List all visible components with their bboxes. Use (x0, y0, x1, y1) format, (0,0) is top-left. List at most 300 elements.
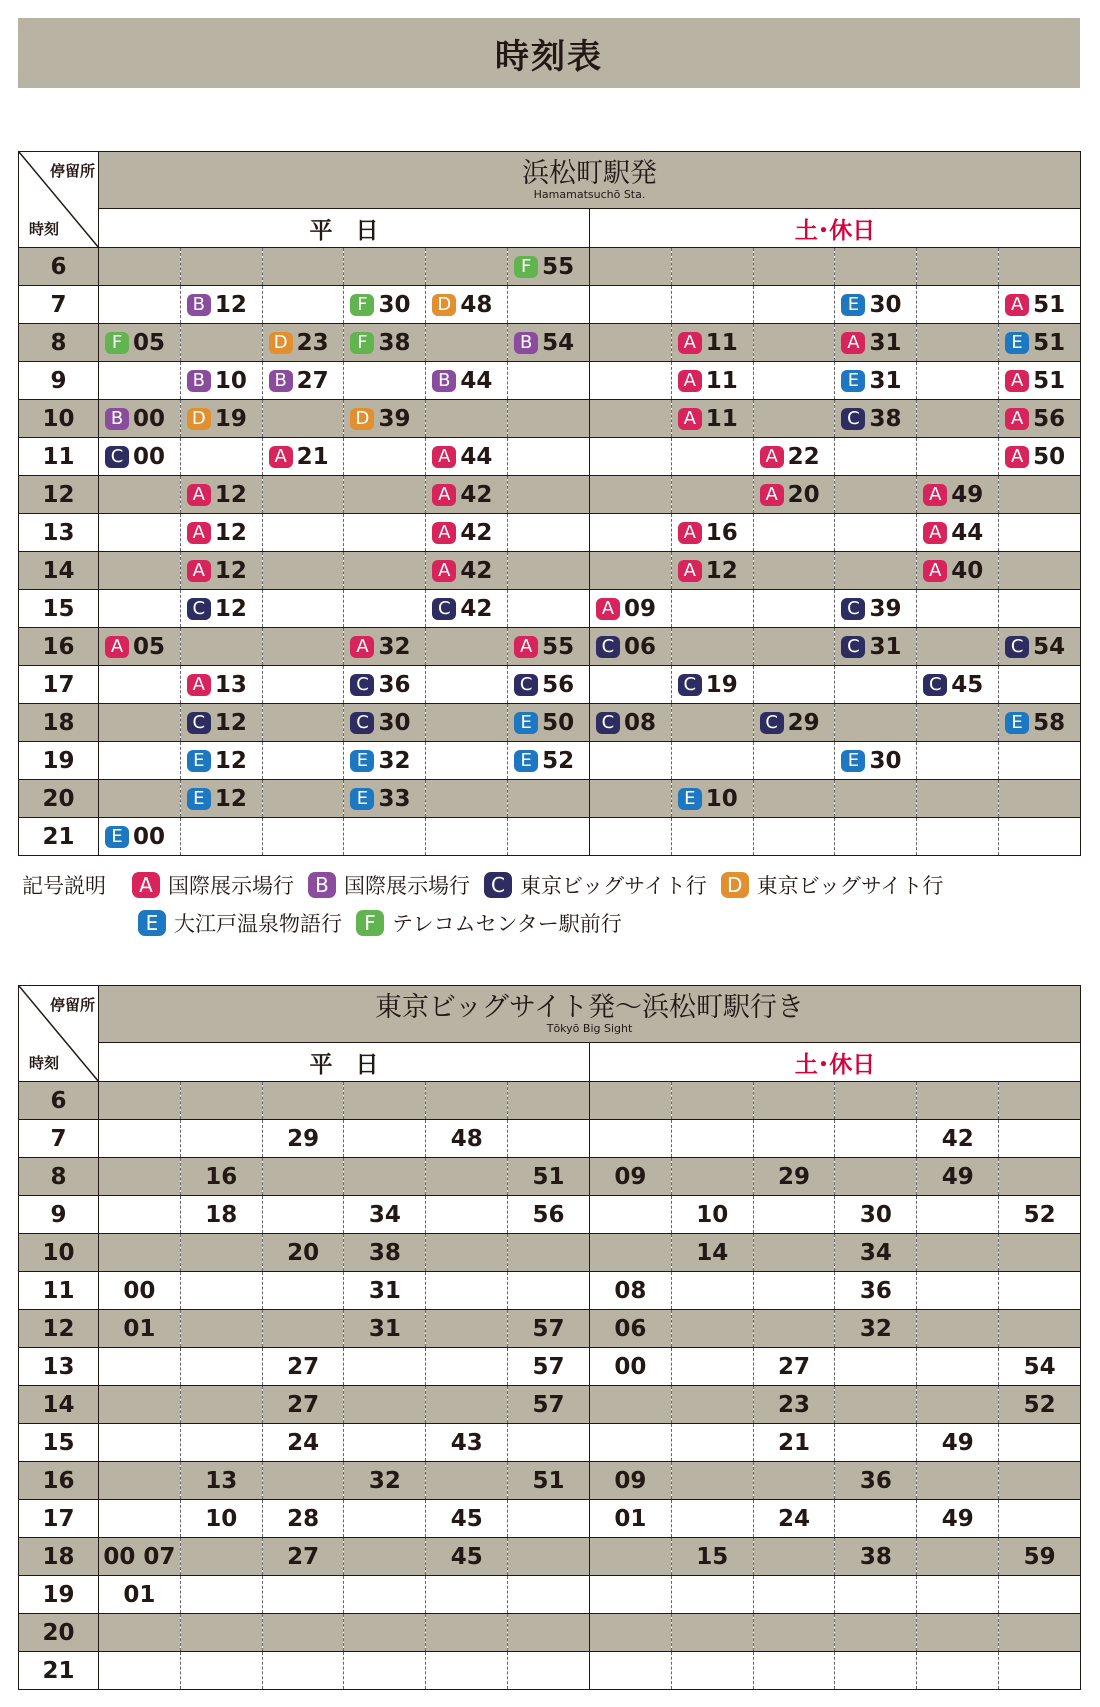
departure-cell (344, 400, 426, 438)
departure-cell (426, 780, 508, 818)
departure (263, 330, 344, 356)
departure-minute: 16 (705, 519, 738, 546)
departure-minute: 08 (614, 1277, 647, 1304)
departure-cell (999, 324, 1081, 362)
departure-minute: 44 (460, 443, 493, 470)
departure-cell (508, 1538, 590, 1576)
departure (426, 558, 507, 584)
hour-cell: 17 (19, 666, 99, 704)
timetable-hamamatsucho (18, 151, 1081, 856)
departure-minute: 27 (287, 1353, 320, 1380)
route-badge-icon: A (678, 560, 702, 582)
departure-cell (508, 1272, 590, 1310)
departure-cell (344, 1120, 426, 1158)
table-row (19, 324, 1081, 362)
departure-cell (917, 1462, 999, 1500)
table-row (19, 438, 1081, 476)
departure-cell (180, 438, 262, 476)
departure-cell (671, 818, 753, 856)
departure-cell (99, 1386, 181, 1424)
departure-cell (917, 552, 999, 590)
departure (181, 482, 262, 508)
route-badge-icon: C (923, 674, 947, 696)
departure-cell (180, 1462, 262, 1500)
departure-cell (671, 248, 753, 286)
departure-cell (508, 552, 590, 590)
departure-cell (99, 628, 181, 666)
departure-minute: 40 (951, 557, 984, 584)
departure (590, 710, 671, 736)
departure-minute: 38 (859, 1543, 892, 1570)
departure-cell (835, 476, 917, 514)
departure (999, 444, 1080, 470)
hour-cell: 10 (19, 400, 99, 438)
departure-cell (262, 1462, 344, 1500)
departure-cell (344, 1614, 426, 1652)
departure-cell (753, 1462, 835, 1500)
route-badge-icon: A (1005, 370, 1029, 392)
departure-cell (262, 780, 344, 818)
departure-cell (426, 286, 508, 324)
departure-minute: 12 (214, 785, 247, 812)
route-badge-icon: A (187, 484, 211, 506)
departure-cell (99, 1652, 181, 1690)
legend-item-e (138, 908, 342, 938)
departure (99, 824, 180, 850)
departure-cell (508, 1082, 590, 1120)
departure-cell (999, 1538, 1081, 1576)
departure-minute: 20 (287, 1239, 320, 1266)
departure-cell (180, 286, 262, 324)
departure-cell (262, 1538, 344, 1576)
departure-cell (671, 438, 753, 476)
departure-cell (671, 1348, 753, 1386)
departure-cell (671, 1158, 753, 1196)
legend-row-2 (138, 908, 636, 938)
departure-cell (589, 818, 671, 856)
departure-cell (426, 1462, 508, 1500)
departure-cell (262, 552, 344, 590)
route-badge-icon: A (760, 446, 784, 468)
departure-minute: 50 (542, 709, 575, 736)
departure-cell (99, 1196, 181, 1234)
departure-minute: 32 (378, 747, 411, 774)
departure (181, 368, 262, 394)
route-badge-icon: F (514, 256, 538, 278)
departure-cell (508, 818, 590, 856)
departure-cell (671, 704, 753, 742)
departure-minute: 54 (1023, 1353, 1056, 1380)
departure (835, 406, 916, 432)
route-badge-icon: B (187, 294, 211, 316)
departure-minute: 57 (532, 1391, 565, 1418)
departure-cell (344, 324, 426, 362)
departure-cell (344, 1424, 426, 1462)
departure-minute: 10 (705, 785, 738, 812)
route-badge-icon: C (596, 712, 620, 734)
hour-cell: 21 (19, 818, 99, 856)
departure-cell (262, 1652, 344, 1690)
hour-cell: 20 (19, 780, 99, 818)
hour-cell: 15 (19, 590, 99, 628)
departure (835, 368, 916, 394)
station-title (99, 152, 1081, 209)
hour-cell: 19 (19, 1576, 99, 1614)
route-badge-icon: D (269, 332, 293, 354)
table-row (19, 1424, 1081, 1462)
departure-cell (99, 1538, 181, 1576)
departure-minute: 00 (123, 1277, 156, 1304)
departure-cell (99, 1576, 181, 1614)
departure-cell (426, 742, 508, 780)
departure-minute: 12 (214, 481, 247, 508)
departure-cell (426, 1386, 508, 1424)
table-row (19, 704, 1081, 742)
route-badge-icon: C (432, 598, 456, 620)
departure-minute: 55 (542, 253, 575, 280)
departure-cell (426, 1196, 508, 1234)
departure-cell (426, 1538, 508, 1576)
page-title-bar (18, 18, 1080, 88)
table-row (19, 1196, 1081, 1234)
legend-title: 記号説明 (22, 874, 106, 898)
hour-cell: 10 (19, 1234, 99, 1272)
departure-minute: 30 (869, 747, 902, 774)
departure-cell (426, 400, 508, 438)
departure-cell (508, 666, 590, 704)
route-badge-icon: A (269, 446, 293, 468)
route-badge-icon: A (1005, 408, 1029, 430)
departure-cell (344, 780, 426, 818)
departure-cell (426, 1082, 508, 1120)
departure (99, 634, 180, 660)
departure-minute: 22 (787, 443, 820, 470)
table-row (19, 818, 1081, 856)
departure-cell (835, 742, 917, 780)
departure-cell (835, 248, 917, 286)
route-badge-icon: A (596, 598, 620, 620)
route-badge-icon: E (350, 750, 374, 772)
route-badge-icon: E (841, 370, 865, 392)
departure-cell (835, 1196, 917, 1234)
departure-cell (753, 818, 835, 856)
route-badge-icon: A (678, 332, 702, 354)
route-badge-icon: F (350, 332, 374, 354)
departure-cell (917, 628, 999, 666)
departure-cell (671, 1234, 753, 1272)
departure-minute: 24 (287, 1429, 320, 1456)
route-badge-icon: E (514, 712, 538, 734)
departure-cell (426, 514, 508, 552)
legend-text: 東京ビッグサイト行 (520, 874, 707, 898)
table-row (19, 1310, 1081, 1348)
departure-minute: 27 (296, 367, 329, 394)
hour-cell: 14 (19, 552, 99, 590)
departure-cell (917, 1614, 999, 1652)
table-row (19, 1462, 1081, 1500)
departure-minute: 42 (941, 1125, 974, 1152)
departure-cell (344, 1538, 426, 1576)
departure (672, 406, 753, 432)
departure-cell (589, 628, 671, 666)
departure-cell (426, 1424, 508, 1462)
departure (181, 520, 262, 546)
departure-cell (917, 476, 999, 514)
departure-cell (753, 742, 835, 780)
departure-cell (671, 780, 753, 818)
departure-cell (671, 286, 753, 324)
departure (917, 482, 998, 508)
departure-cell (180, 400, 262, 438)
departure-cell (99, 1462, 181, 1500)
departure-cell (835, 1652, 917, 1690)
table-row (19, 590, 1081, 628)
departure-cell (999, 1234, 1081, 1272)
departure-cell (508, 362, 590, 400)
departure-cell (999, 780, 1081, 818)
departure-cell (753, 1196, 835, 1234)
route-badge-icon: A (760, 484, 784, 506)
departure-cell (180, 628, 262, 666)
departure-cell (671, 590, 753, 628)
departure (672, 786, 753, 812)
departure-minute: 31 (869, 367, 902, 394)
departure-cell (344, 1082, 426, 1120)
departure-minute: 56 (532, 1201, 565, 1228)
departure-cell (671, 1462, 753, 1500)
departure-cell (589, 552, 671, 590)
departure-cell (262, 286, 344, 324)
timetable-tokyo-big-sight (18, 985, 1081, 1690)
hour-cell: 12 (19, 476, 99, 514)
badge-a-icon: A (132, 872, 160, 898)
departure-cell (99, 324, 181, 362)
departure-cell (180, 704, 262, 742)
corner-header (19, 152, 99, 248)
departure-cell (508, 590, 590, 628)
departure-cell (589, 1310, 671, 1348)
departure-minute: 12 (214, 709, 247, 736)
departure-cell (180, 1652, 262, 1690)
route-badge-icon: E (678, 788, 702, 810)
departure-cell (917, 1120, 999, 1158)
departure-cell (508, 1234, 590, 1272)
departure-cell (917, 818, 999, 856)
departure-cell (344, 628, 426, 666)
departure-cell (262, 1614, 344, 1652)
departure-cell (508, 1576, 590, 1614)
departure-cell (508, 248, 590, 286)
route-badge-icon: A (1005, 294, 1029, 316)
departure-minute: 29 (787, 709, 820, 736)
departure-cell (99, 514, 181, 552)
departure-cell (262, 1234, 344, 1272)
departure-minute: 32 (378, 633, 411, 660)
departure-cell (589, 1082, 671, 1120)
departure (999, 406, 1080, 432)
departure-minute: 45 (450, 1505, 483, 1532)
departure-minute: 43 (450, 1429, 483, 1456)
departure-cell (508, 1348, 590, 1386)
departure-minute: 23 (296, 329, 329, 356)
route-badge-icon: A (105, 636, 129, 658)
departure (754, 710, 835, 736)
legend-text: 国際展示場行 (344, 874, 470, 898)
departure-cell (99, 704, 181, 742)
departure-cell (999, 1614, 1081, 1652)
departure-cell (262, 476, 344, 514)
route-badge-icon: C (350, 712, 374, 734)
table-row (19, 1348, 1081, 1386)
departure (672, 520, 753, 546)
departure-minute: 19 (214, 405, 247, 432)
departure-minute: 29 (778, 1163, 811, 1190)
departure-minute: 57 (532, 1353, 565, 1380)
departure-cell (999, 1310, 1081, 1348)
departure-cell (99, 1310, 181, 1348)
departure-cell (262, 1158, 344, 1196)
hour-cell: 11 (19, 1272, 99, 1310)
table-row (19, 742, 1081, 780)
hour-cell: 16 (19, 628, 99, 666)
departure-minute: 29 (287, 1125, 320, 1152)
route-badge-icon: E (1005, 332, 1029, 354)
departure-cell (426, 1576, 508, 1614)
table-row (19, 400, 1081, 438)
departure (344, 786, 425, 812)
departure-cell (753, 1500, 835, 1538)
departure-cell (262, 1120, 344, 1158)
departure-cell (671, 400, 753, 438)
hour-cell: 17 (19, 1500, 99, 1538)
departure-minute: 51 (532, 1163, 565, 1190)
departure-cell (671, 666, 753, 704)
day-header-row (19, 1043, 1081, 1082)
route-badge-icon: C (187, 712, 211, 734)
departure-cell (508, 476, 590, 514)
departure-cell (835, 1424, 917, 1462)
route-badge-icon: A (678, 370, 702, 392)
departure-cell (917, 666, 999, 704)
departure-cell (589, 1500, 671, 1538)
departure-cell (671, 1386, 753, 1424)
departure-minute: 11 (705, 367, 738, 394)
departure-minute: 51 (1033, 329, 1066, 356)
departure (999, 634, 1080, 660)
departure-minute: 30 (869, 291, 902, 318)
table-row (19, 1614, 1081, 1652)
route-badge-icon: E (187, 750, 211, 772)
departure-minute: 51 (1033, 291, 1066, 318)
departure-minute: 49 (941, 1163, 974, 1190)
departure-cell (835, 552, 917, 590)
departure-cell (999, 590, 1081, 628)
holiday-header: 土･休日 (589, 1043, 1080, 1082)
departure-cell (753, 704, 835, 742)
badge-d-icon: D (721, 872, 749, 898)
hour-cell: 15 (19, 1424, 99, 1462)
departure-cell (671, 1310, 753, 1348)
departure (99, 330, 180, 356)
departure-cell (99, 1234, 181, 1272)
departure-cell (589, 248, 671, 286)
departure-cell (589, 1576, 671, 1614)
departure-cell (180, 1196, 262, 1234)
departure-cell (753, 438, 835, 476)
departure-cell (835, 1082, 917, 1120)
departure-cell (508, 1196, 590, 1234)
departure-cell (99, 780, 181, 818)
departure (181, 786, 262, 812)
departure-cell (999, 552, 1081, 590)
departure-cell (180, 248, 262, 286)
departure-minute: 54 (542, 329, 575, 356)
departure (672, 558, 753, 584)
departure (999, 292, 1080, 318)
departure-cell (671, 1500, 753, 1538)
departure-minute: 30 (378, 291, 411, 318)
route-badge-icon: F (350, 294, 374, 316)
departure-minute: 12 (214, 557, 247, 584)
table-row (19, 1386, 1081, 1424)
departure-cell (917, 1538, 999, 1576)
departure-cell (835, 1158, 917, 1196)
departure-minute: 42 (460, 595, 493, 622)
departure (999, 330, 1080, 356)
departure-cell (589, 704, 671, 742)
departure-minute: 01 (123, 1315, 156, 1342)
table-row (19, 1120, 1081, 1158)
departure-cell (180, 1424, 262, 1462)
departure-minute: 06 (614, 1315, 647, 1342)
departure-cell (262, 666, 344, 704)
departure-cell (344, 1576, 426, 1614)
departure-cell (917, 1386, 999, 1424)
departure-cell (753, 1576, 835, 1614)
departure-minute: 10 (214, 367, 247, 394)
departure-cell (180, 1500, 262, 1538)
route-badge-icon: A (514, 636, 538, 658)
departure (344, 406, 425, 432)
departure-cell (671, 1652, 753, 1690)
departure-cell (835, 400, 917, 438)
table-row (19, 286, 1081, 324)
departure (917, 558, 998, 584)
departure (344, 634, 425, 660)
departure-cell (917, 1576, 999, 1614)
route-badge-icon: E (841, 750, 865, 772)
route-badge-icon: A (432, 522, 456, 544)
station-title (99, 986, 1081, 1043)
departure (835, 634, 916, 660)
departure-cell (753, 1348, 835, 1386)
departure-minute: 39 (869, 595, 902, 622)
departure-minute: 09 (623, 595, 656, 622)
departure-cell (508, 1310, 590, 1348)
route-badge-icon: A (923, 484, 947, 506)
departure-cell (917, 742, 999, 780)
route-badge-icon: C (841, 598, 865, 620)
departure-cell (99, 438, 181, 476)
hour-cell: 7 (19, 1120, 99, 1158)
departure-cell (589, 400, 671, 438)
departure-cell (753, 666, 835, 704)
departure-minute: 06 (623, 633, 656, 660)
departure-cell (999, 248, 1081, 286)
departure-minute: 51 (532, 1467, 565, 1494)
departure-cell (589, 1538, 671, 1576)
departure-cell (917, 248, 999, 286)
